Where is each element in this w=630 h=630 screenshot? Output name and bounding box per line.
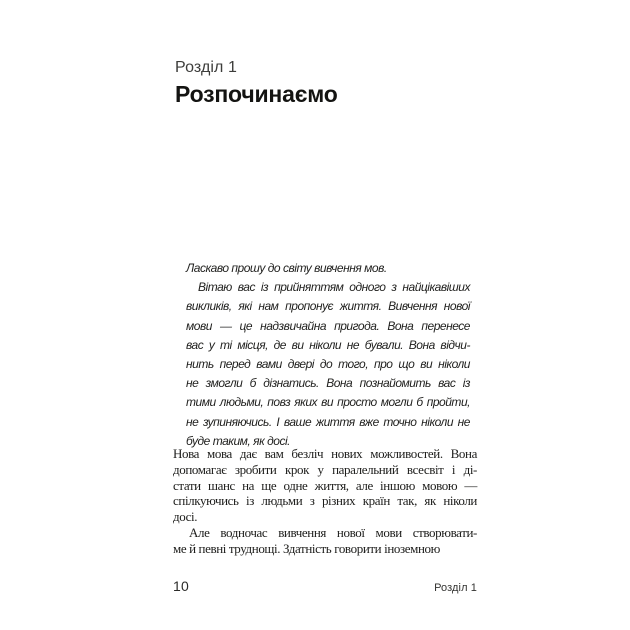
text-line: викликів, які нам пропонує життя. Вивчення нової xyxy=(186,299,470,314)
epigraph-italic-block xyxy=(186,259,470,451)
text-line: Вітаю вас із прийняттям одного з найцікавіших xyxy=(198,280,470,295)
text-line: ме й певні труднощі. Здатність говорити іноземною xyxy=(173,540,440,556)
text-line: Нова мова дає вам безліч нових можливостей. Вона xyxy=(173,446,477,461)
text-line: стати шанс на ще одне життя, але іншою мовою — xyxy=(173,477,477,493)
chapter-title: Розпочинаємо xyxy=(175,81,338,107)
page-footer xyxy=(173,578,477,596)
page-number: 10 xyxy=(173,578,189,594)
chapter-header xyxy=(175,58,475,107)
text-line: Ласкаво прошу до світу вивчення мов. xyxy=(186,261,387,275)
text-line: спілкуючись із людьми з різних країн так, як ніколи xyxy=(173,493,477,509)
body-text-block xyxy=(173,446,477,557)
text-line: досі. xyxy=(173,509,198,525)
text-line: тими людьми, повз яких ви просто могли б пройти, xyxy=(186,395,470,410)
text-line: мови — це надзвичайна пригода. Вона перенесе xyxy=(186,318,470,333)
text-line: допомагає зробити крок у паралельний всесвіт і ді- xyxy=(173,461,477,477)
text-line: не змогли б дізнатись. Вона познайомить вас із xyxy=(186,376,470,391)
text-line: нить перед вами двері до того, про що ви ніколи xyxy=(186,357,470,372)
text-line: не зупиняючись. І ваше життя вже точно ніколи не xyxy=(186,414,470,429)
running-title: Розділ 1 xyxy=(434,582,477,594)
text-line: Але водночас вивчення нової мови створювати- xyxy=(189,524,477,540)
text-line: буде таким, як досі. xyxy=(186,433,291,448)
text-line: вас у ті місця, де ви ніколи не бували. Вона відчи- xyxy=(186,337,470,352)
chapter-label: Розділ 1 xyxy=(175,59,238,76)
